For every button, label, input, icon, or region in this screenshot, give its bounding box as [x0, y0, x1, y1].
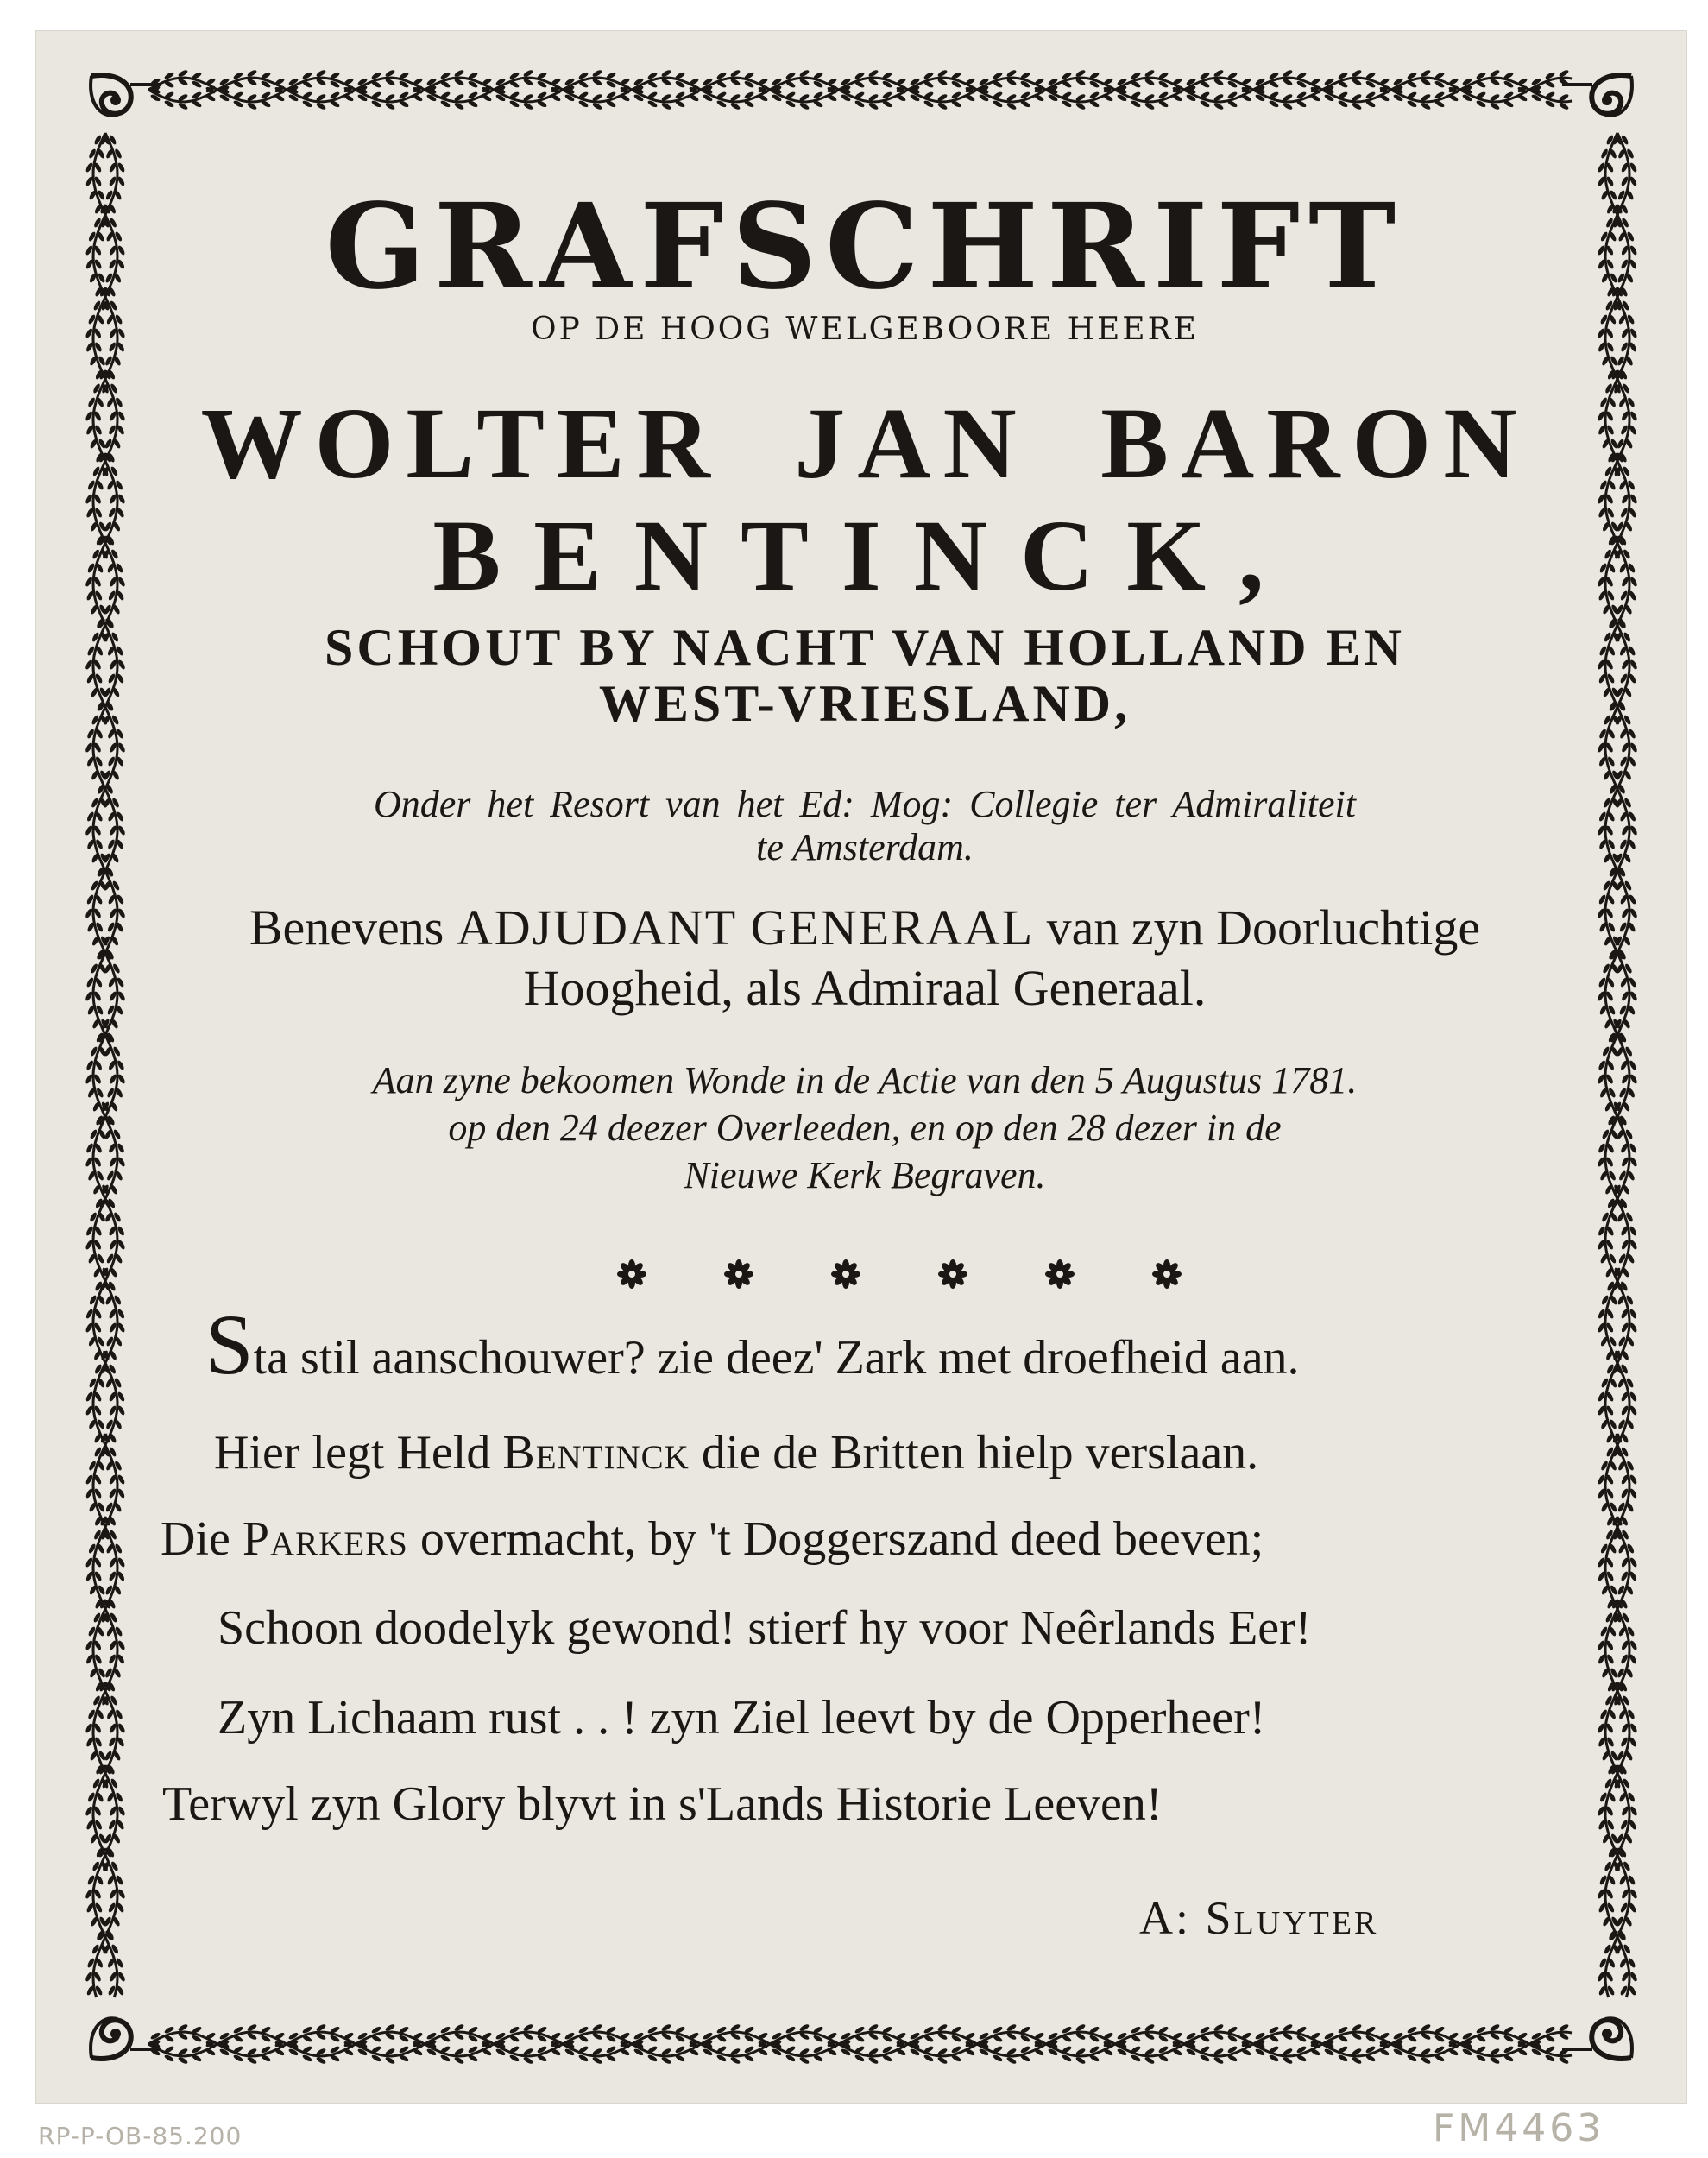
poem-line-5: Zyn Lichaam rust . . ! zyn Ziel leevt by de Opperheer! [217, 1691, 1266, 1745]
pencil-note: FM4463 [1433, 2106, 1605, 2150]
page-title: GRAFSCHRIFT [325, 178, 1405, 316]
printed-sheet [36, 31, 1686, 2103]
poem-line-1 [205, 1297, 1300, 1392]
rosette-icon [831, 1259, 860, 1289]
rank-line-1: SCHOUT BY NACHT VAN HOLLAND EN [325, 619, 1405, 676]
name-line-1: WOLTER JAN BARON [200, 387, 1529, 500]
drop-cap: S [205, 1297, 254, 1392]
poem-line-1-text: ta stil aanschouwer? zie deez' Zark met droefheid aan. [253, 1331, 1300, 1385]
rosette-ornament-row [597, 1253, 1201, 1296]
poem-line-2 [214, 1425, 1258, 1480]
wonde-line-3: Nieuwe Kerk Begraven. [684, 1154, 1046, 1196]
inventory-number: RP-P-OB-85.200 [38, 2122, 243, 2150]
benevens-line-1 [157, 899, 1572, 956]
signature: A: Sluyter [1139, 1892, 1379, 1944]
poem-line-6: Terwyl zyn Glory blyvt in s'Lands Historie Leeven! [162, 1777, 1163, 1831]
benevens-pre: Benevens [249, 899, 444, 956]
subtitle: OP DE HOOG WELGEBOORE HEERE [531, 312, 1199, 347]
rosette-icon [1152, 1259, 1182, 1289]
rank-line-2: WEST-VRIESLAND, [598, 675, 1131, 732]
poem-line-3 [161, 1511, 1264, 1567]
wonde-line-1: Aan zyne bekoomen Wonde in de Actie van den 5 Augustus 1781. [372, 1059, 1358, 1101]
benevens-line-2: Hoogheid, als Admiraal Generaal. [523, 960, 1207, 1016]
poem-line-2-name: Bentinck [502, 1426, 690, 1480]
rosette-icon [617, 1259, 646, 1289]
rosette-icon [938, 1259, 967, 1289]
rosette-icon [1045, 1259, 1075, 1289]
wonde-line-2: op den 24 deezer Overleeden, en op den 28 dezer in de [448, 1107, 1282, 1149]
resort-line-2: te Amsterdam. [756, 826, 974, 868]
name-line-2: BENTINCK, [432, 499, 1297, 612]
poem-line-3-pre: Die [161, 1512, 230, 1566]
resort-line-1: Onder het Resort van het Ed: Mog: Collegie ter Admiraliteit [374, 783, 1356, 825]
poem-line-2-post: die de Britten hielp verslaan. [701, 1426, 1259, 1480]
poem-line-3-name: Parkers [242, 1512, 408, 1566]
rosette-icon [724, 1259, 753, 1289]
benevens-caps: ADJUDANT GENERAAL [456, 899, 1035, 956]
poem-line-2-pre: Hier legt Held [214, 1426, 491, 1480]
poem-line-3-post: overmacht, by 't Doggerszand deed beeven; [419, 1512, 1264, 1566]
benevens-post: van zyn Doorluchtige [1046, 899, 1481, 956]
epitaph-text [36, 31, 1686, 2103]
poem-line-4: Schoon doodelyk gewond! stierf hy voor Neêrlands Eer! [217, 1601, 1312, 1655]
